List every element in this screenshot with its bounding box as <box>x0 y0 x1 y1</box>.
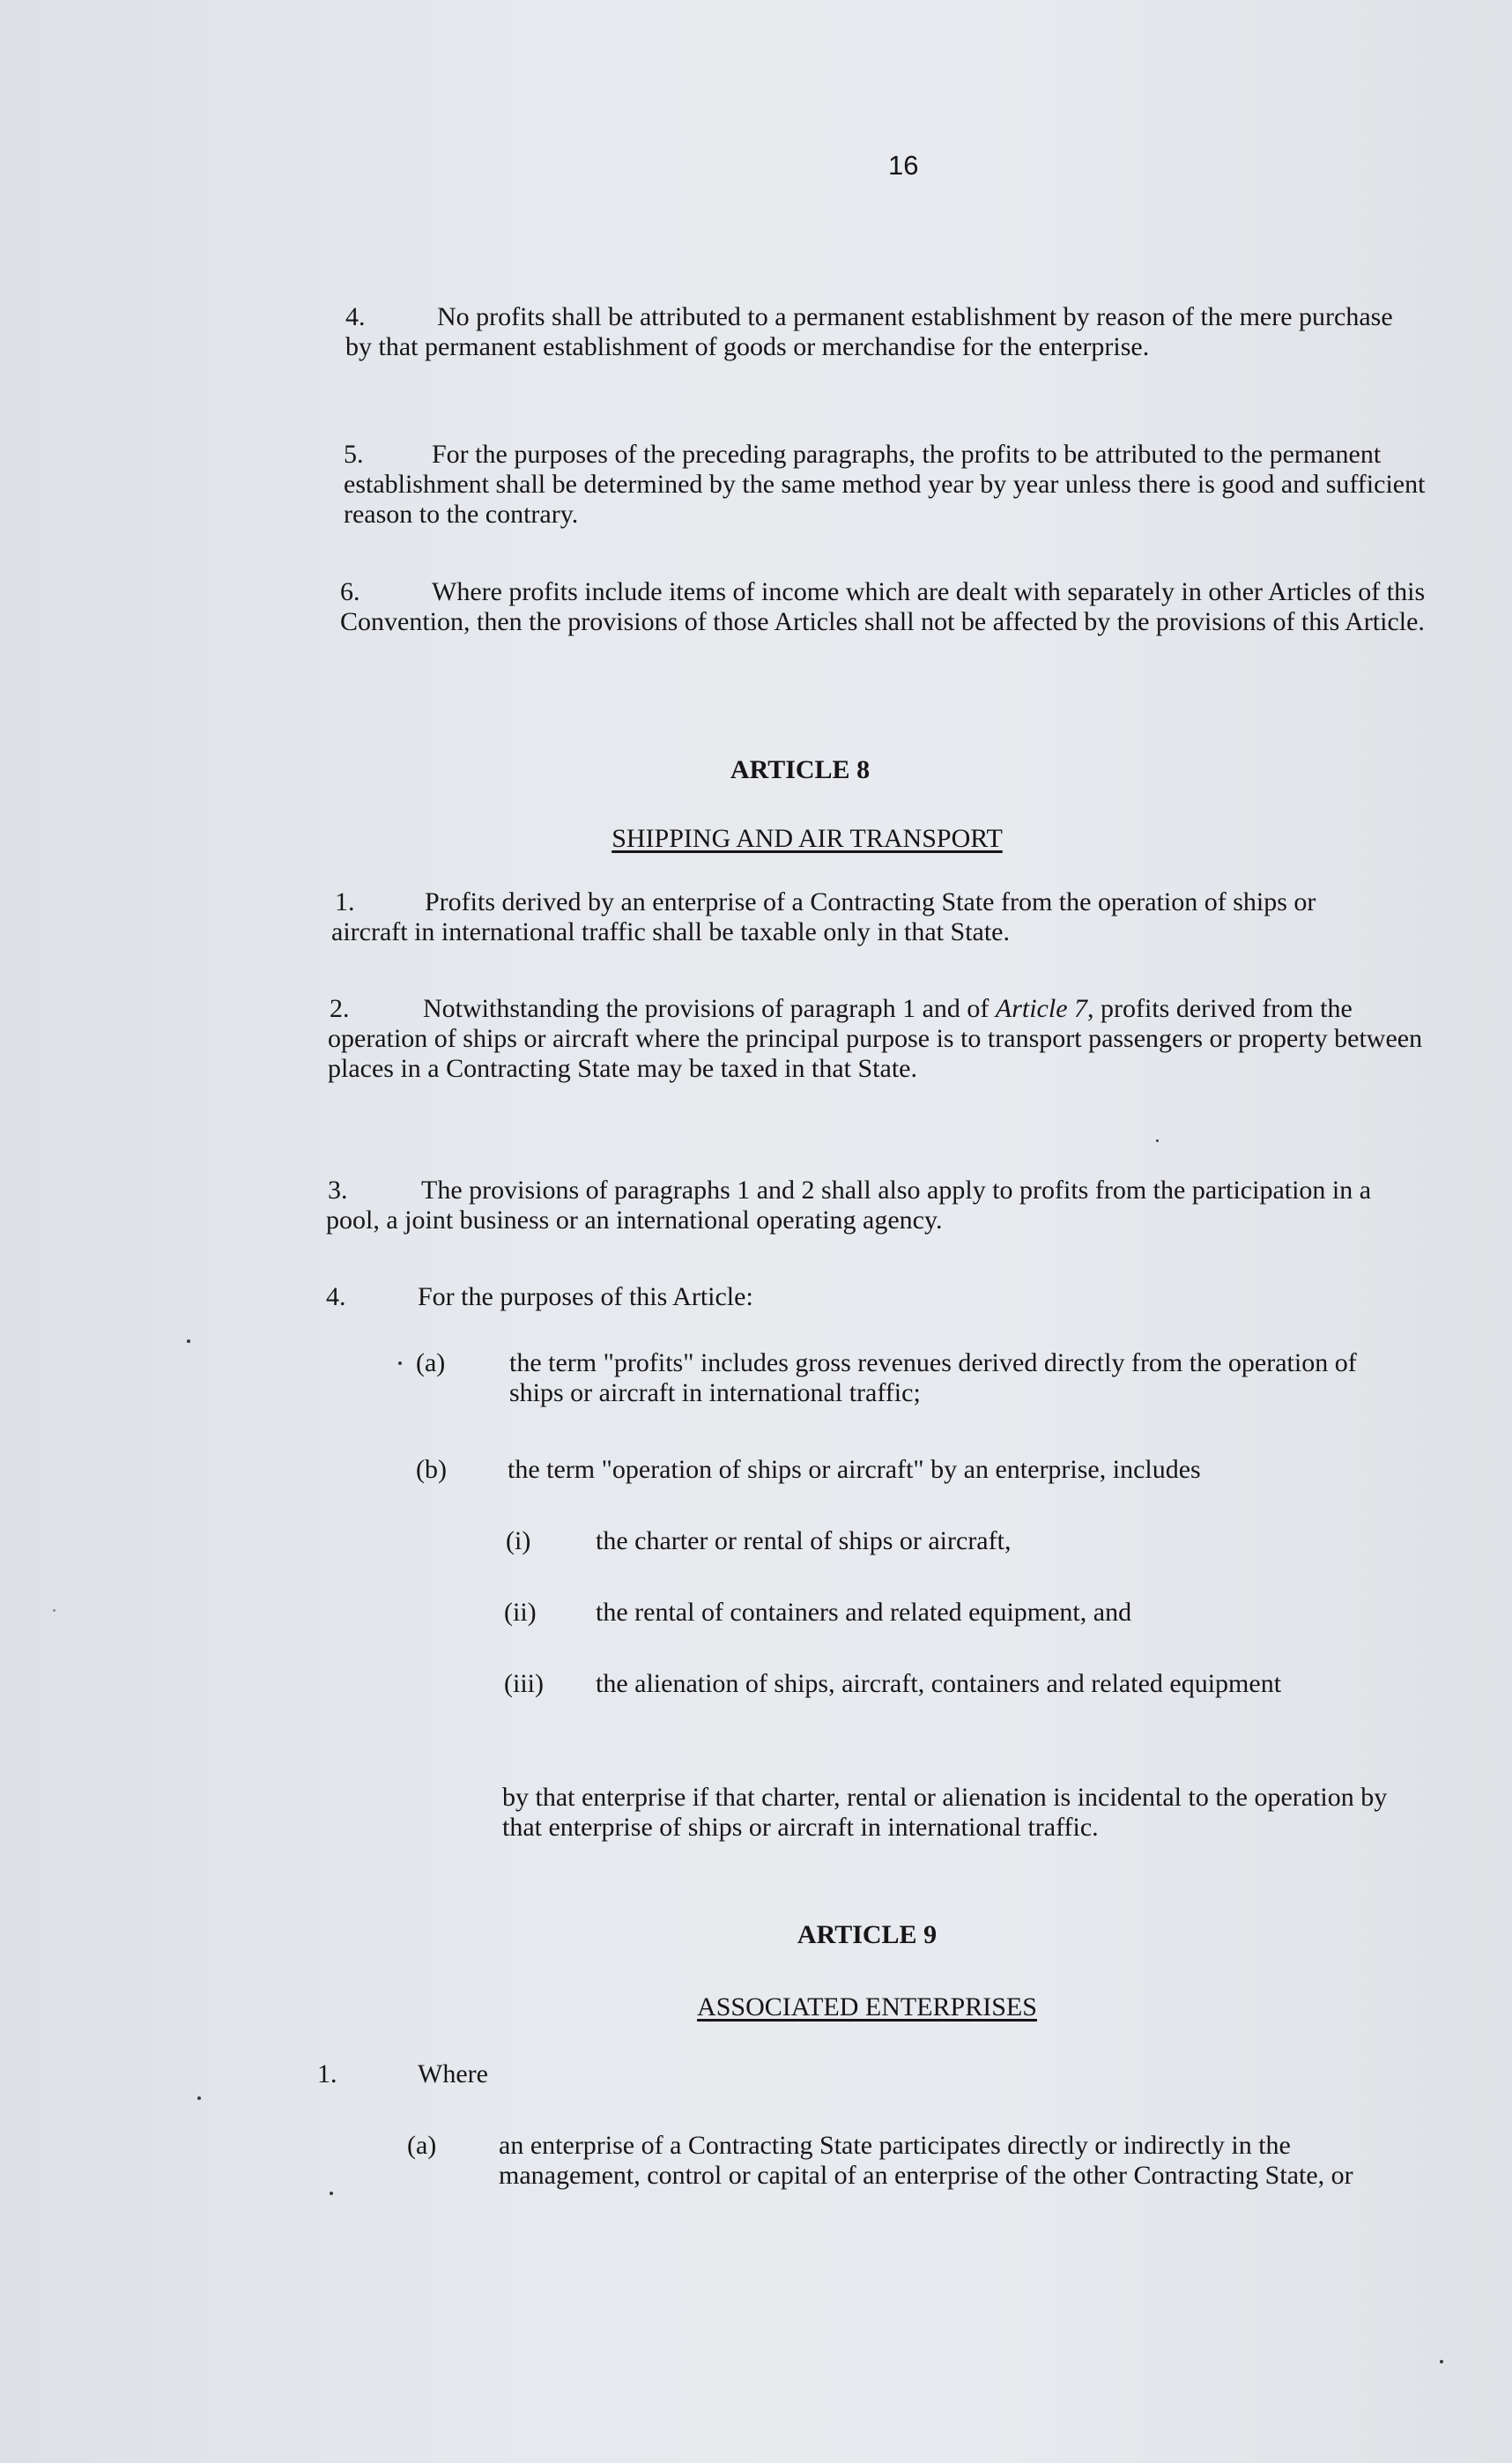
subparagraph-text-content: the term "operation of ships or aircraft" by an enterprise, includes <box>508 1455 1201 1484</box>
item-text <box>596 1669 1442 1699</box>
subparagraph-text-content: the term "profits" includes gross revenues derived directly from the operation of ships or aircraft in international traffic; <box>509 1348 1357 1407</box>
paragraph-text-content: Where profits include items of income which are dealt with separately in other Articles of this Convention, then the provisions of those Articles shall not be affected by the provisions of this Article. <box>340 577 1426 636</box>
paragraph-number: 1. <box>335 887 355 916</box>
paragraph-text-content: Where <box>418 2059 488 2088</box>
item-text <box>596 1598 1389 1628</box>
subparagraph-label: (a) <box>416 1348 446 1377</box>
subparagraph-text-content: an enterprise of a Contracting State participates directly or indirectly in the management, control or capital of an enterprise of the other Contracting State, or <box>499 2131 1353 2190</box>
paragraph-number: 3. <box>328 1176 348 1205</box>
paragraph-number: 4. <box>326 1282 346 1311</box>
paragraph-text <box>340 577 1433 637</box>
paragraph-text <box>326 1176 1375 1235</box>
scan-speck <box>1156 1139 1159 1142</box>
item-label: (iii) <box>504 1669 544 1698</box>
article-heading: ARTICLE 8 <box>730 755 871 784</box>
scan-speck <box>197 2096 201 2100</box>
paragraph-text <box>328 994 1427 1084</box>
paragraph-text <box>418 1282 1211 1312</box>
subparagraph-text <box>499 2131 1415 2191</box>
item-label: (ii) <box>504 1598 537 1627</box>
paragraph-number: 2. <box>330 994 350 1023</box>
article-heading: ARTICLE 9 <box>797 1920 938 1949</box>
continuation-text-content: by that enterprise if that charter, rental or alienation is incidental to the operation by that enterprise of ships or aircraft in international traffic. <box>502 1783 1388 1842</box>
paragraph-text-content: The provisions of paragraphs 1 and 2 shall also apply to profits from the participation in a pool, a joint business or an international operating agency. <box>326 1176 1372 1235</box>
item-text <box>596 1526 1389 1556</box>
subparagraph-text <box>509 1348 1399 1408</box>
item-text-content: the charter or rental of ships or aircraft, <box>596 1526 1012 1555</box>
scan-speck <box>53 1609 56 1612</box>
paragraph-text-content: For the purposes of this Article: <box>418 1282 753 1311</box>
paragraph-number: 1. <box>317 2059 337 2088</box>
paragraph-text <box>418 2059 946 2089</box>
article-title: ASSOCIATED ENTERPRISES <box>697 1992 1037 2022</box>
scan-speck <box>398 1361 402 1365</box>
paragraph-text <box>331 887 1397 947</box>
paragraph-number: 4. <box>345 302 366 331</box>
item-text-content: the rental of containers and related equipment, and <box>596 1598 1132 1627</box>
paragraph-text <box>345 302 1399 362</box>
paragraph-text <box>344 440 1445 530</box>
article-reference: Article 7 <box>995 994 1088 1023</box>
subparagraph-label: (a) <box>407 2131 437 2160</box>
paragraph-text-content: For the purposes of the preceding paragraphs, the profits to be attributed to the permanent establishment shall be determined by the same method year by year unless there is good and sufficient reason to the contrary. <box>344 440 1426 529</box>
scan-speck <box>330 2192 333 2195</box>
item-text-content: the alienation of ships, aircraft, containers and related equipment <box>596 1669 1282 1698</box>
paragraph-text-after: , profits derived from the operation of ships or aircraft where the principal purpose is to transport passengers or property between places in a Contracting State may be taxed in that State. <box>328 994 1423 1083</box>
paragraph-text-content: No profits shall be attributed to a permanent establishment by reason of the mere purchase by that permanent establishment of goods or merchandise for the enterprise. <box>345 302 1393 361</box>
continuation-text <box>502 1783 1410 1843</box>
article-title: SHIPPING AND AIR TRANSPORT <box>611 824 1003 853</box>
paragraph-number: 5. <box>344 440 364 469</box>
page-number: 16 <box>888 150 919 181</box>
item-label: (i) <box>506 1526 531 1555</box>
paragraph-number: 6. <box>340 577 360 606</box>
scan-speck <box>187 1339 190 1343</box>
subparagraph-label: (b) <box>416 1455 447 1484</box>
subparagraph-text <box>508 1455 1424 1485</box>
paragraph-text-before: Notwithstanding the provisions of paragraph 1 and of <box>423 994 996 1023</box>
paragraph-text-content: Profits derived by an enterprise of a Contracting State from the operation of ships or aircraft in international traffic shall be taxable only in that State. <box>331 887 1316 946</box>
scan-speck <box>1440 2360 1443 2363</box>
